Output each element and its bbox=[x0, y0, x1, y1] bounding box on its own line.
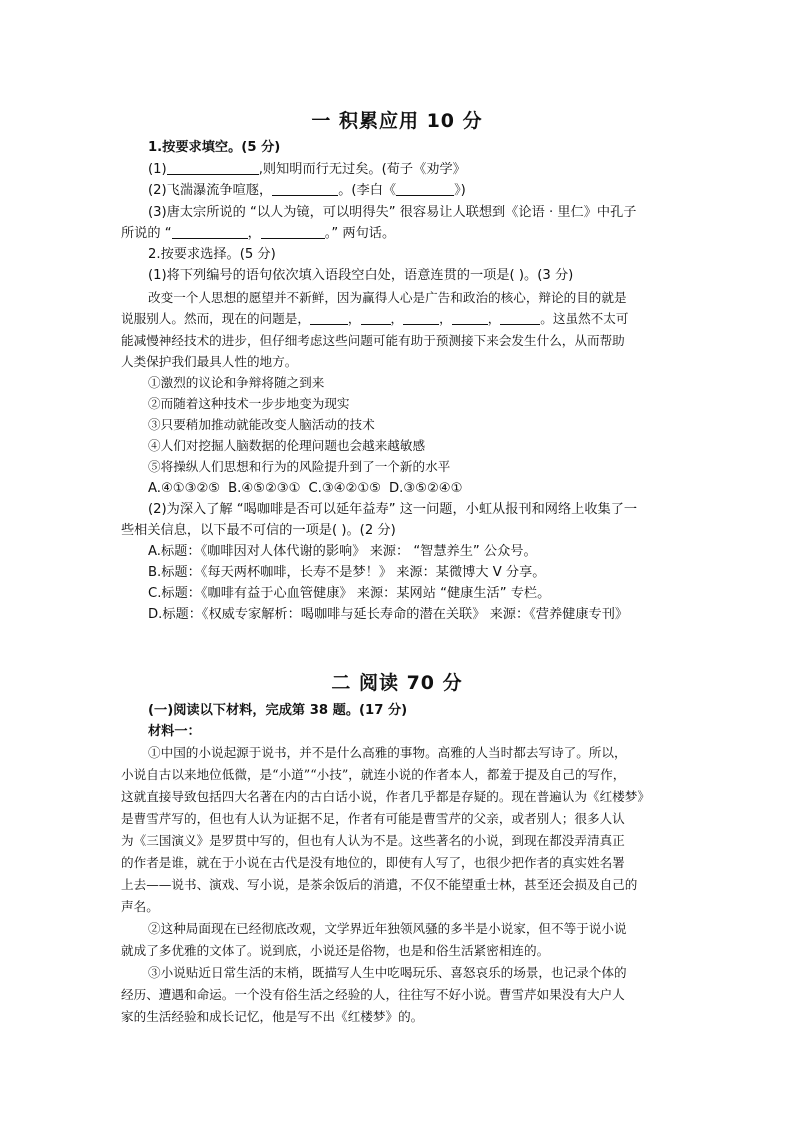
q1-3-suffix: 。” 两句话。 bbox=[324, 226, 396, 241]
q1-1 bbox=[148, 162, 466, 178]
material-line: 就成了多优雅的文体了。说到底，小说还是俗物，也是和俗生活紧密相连的。 bbox=[121, 943, 550, 958]
q2-2-stem: (2)为深入了解 “喝咖啡是否可以延年益寿” 这一问题，小虹从报刊和网络上收集了一 bbox=[148, 502, 638, 517]
q1-2 bbox=[148, 183, 466, 199]
comma: ， bbox=[439, 311, 452, 326]
q1-1-prefix: (1) bbox=[148, 162, 167, 177]
q2-2-option-d[interactable]: D.标题：《权威专家解析：喝咖啡与延长寿命的潜在关联》 来源：《营养健康专刊》 bbox=[148, 607, 629, 622]
q2-2-option-a[interactable]: A.标题：《咖啡因对人体代谢的影响》 来源： “智慧养生” 公众号。 bbox=[148, 544, 537, 559]
material-line: 这就直接导致包括四大名著在内的古白话小说，作者几乎都是存疑的。现在普遍认为《红楼梦》 bbox=[121, 789, 650, 804]
q2-2-stem: 些相关信息，以下最不可信的一项是( )。(2 分) bbox=[121, 523, 396, 538]
material-line: 小说自古以来地位低微，是“小道”“小技”，就连小说的作者本人，都羞于提及自己的写作， bbox=[121, 767, 626, 782]
material-line: 是曹雪芹写的，但也有人认为证据不足，作者有可能是曹雪芹的父亲，或者别人；很多人认 bbox=[121, 811, 625, 826]
material-label: 材料一： bbox=[148, 724, 201, 739]
material-line: 上去——说书、演戏、写小说，是茶余饭后的消遣，不仅不能望重士林，甚至还会损及自己的 bbox=[121, 877, 638, 892]
q2-1-stem: (1)将下列编号的语句依次填入语段空白处，语意连贯的一项是( )。(3 分) bbox=[148, 268, 574, 283]
material-line: ②这种局面现在已经彻底改观，文学界近年独领风骚的多半是小说家，但不等于说小说 bbox=[148, 921, 627, 936]
q1-2-mid: 。(李白《 bbox=[338, 183, 397, 198]
passage-suffix: 。这虽然不太可 bbox=[540, 311, 629, 326]
option-3: ③只要稍加推动就能改变人脑活动的技术 bbox=[148, 417, 375, 432]
passage-line bbox=[121, 311, 628, 327]
q1-1-suffix: ,则知明而行无过矣。(荀子《劝学》 bbox=[258, 162, 466, 177]
material-line: ①中国的小说起源于说书，并不是什么高雅的事物。高雅的人当时都去写诗了。所以， bbox=[148, 745, 627, 760]
q1-2-prefix: (2)飞湍瀑流争喧豗， bbox=[148, 183, 273, 198]
material-line: 声名。 bbox=[121, 899, 159, 914]
choice-row bbox=[148, 481, 462, 497]
answer-blank[interactable] bbox=[261, 226, 325, 239]
passage-prefix: 说服别人。然而，现在的问题是， bbox=[121, 311, 310, 326]
choice-c[interactable]: C.③④②①⑤ bbox=[308, 481, 381, 496]
q2-title: 2.按要求选择。(5 分) bbox=[148, 247, 276, 262]
comma: ， bbox=[487, 311, 501, 326]
q1-title: 1.按要求填空。(5 分) bbox=[148, 140, 281, 155]
material-line: ③小说贴近日常生活的末梢，既描写人生中吃喝玩乐、喜怒哀乐的场景，也记录个体的 bbox=[148, 965, 627, 980]
answer-blank[interactable] bbox=[396, 183, 454, 196]
section2-title: 二 阅读 70 分 bbox=[331, 672, 463, 694]
option-4: ④人们对挖掘人脑数据的伦理问题也会越来越敏感 bbox=[148, 438, 426, 453]
q1-3-mid: ， bbox=[247, 226, 261, 241]
passage-line: 改变一个人思想的愿望并不新鲜，因为赢得人心是广告和政治的核心，辩论的目的就是 bbox=[148, 290, 627, 305]
section1-title: 一 积累应用 10 分 bbox=[311, 110, 483, 132]
passage-line: 能减慢神经技术的进步，但仔细考虑这些问题可能有助于预测接下来会发生什么，从而帮助 bbox=[121, 333, 625, 348]
reading-question-title: (一)阅读以下材料，完成第 38 题。(17 分) bbox=[148, 703, 408, 718]
answer-blank[interactable] bbox=[500, 312, 540, 325]
passage-line: 人类保护我们最具人性的地方。 bbox=[121, 354, 298, 369]
answer-blank[interactable] bbox=[310, 312, 348, 325]
material-line: 为《三国演义》是罗贯中写的，但也有人认为不是。这些著名的小说，到现在都没弄清真正 bbox=[121, 833, 625, 848]
q2-2-option-c[interactable]: C.标题：《咖啡有益于心血管健康》 来源：某网站 “健康生活” 专栏。 bbox=[148, 586, 551, 601]
material-line: 经历、遭遇和命运。一个没有俗生活之经验的人，往往写不好小说。曹雪芹如果没有大户人 bbox=[121, 987, 625, 1002]
option-1: ①激烈的议论和争辩将随之到来 bbox=[148, 375, 325, 390]
option-2: ②而随着这种技术一步步地变为现实 bbox=[148, 396, 350, 411]
choice-d[interactable]: D.③⑤②④① bbox=[388, 481, 463, 496]
q1-3-line2 bbox=[121, 226, 395, 242]
q1-3-prefix: 所说的 “ bbox=[121, 226, 172, 241]
choice-b[interactable]: B.④⑤②③① bbox=[228, 481, 301, 496]
option-5: ⑤将操纵人们思想和行为的风险提升到了一个新的水平 bbox=[148, 459, 451, 474]
comma: ， bbox=[390, 311, 404, 326]
q2-2-option-b[interactable]: B.标题：《每天两杯咖啡，长寿不是梦！》 来源：某微博大 V 分享。 bbox=[148, 565, 546, 580]
choice-a[interactable]: A.④①③②⑤ bbox=[148, 481, 221, 496]
q1-2-suffix: 》) bbox=[454, 183, 466, 198]
answer-blank[interactable] bbox=[172, 226, 248, 239]
answer-blank[interactable] bbox=[361, 312, 391, 325]
material-line: 家的生活经验和成长记忆，他是写不出《红楼梦》的。 bbox=[121, 1009, 424, 1024]
answer-blank[interactable] bbox=[272, 183, 338, 196]
q1-3-line1: (3)唐太宗所说的 “以人为镜，可以明得失” 很容易让人联想到《论语 · 里仁》中孔子 bbox=[148, 205, 637, 220]
answer-blank[interactable] bbox=[167, 162, 259, 175]
comma: ， bbox=[347, 311, 361, 326]
material-line: 的作者是谁，就在于小说在古代是没有地位的，即使有人写了，也很少把作者的真实姓名署 bbox=[121, 855, 625, 870]
answer-blank[interactable] bbox=[452, 312, 488, 325]
answer-blank[interactable] bbox=[403, 312, 439, 325]
